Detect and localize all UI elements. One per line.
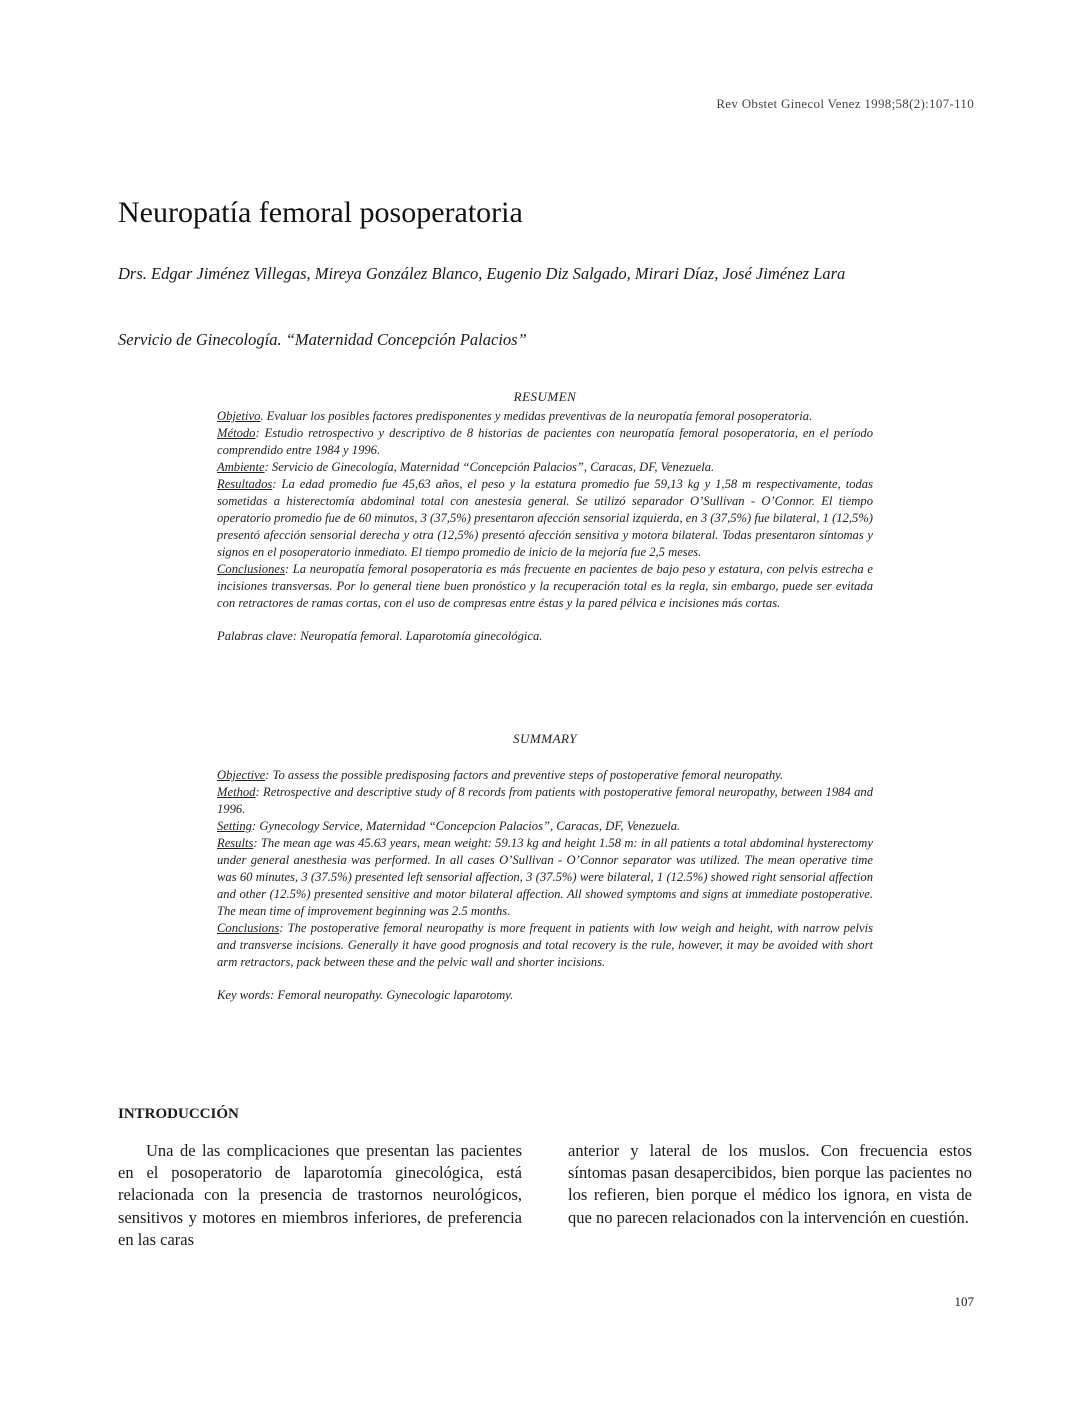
item-label: Objective <box>217 768 266 782</box>
item-separator: : <box>264 460 269 474</box>
resumen-block <box>217 388 873 645</box>
summary-method <box>217 784 873 818</box>
item-text: Evaluar los posibles factores predisponentes y medidas preventivas de la neuropatía femoral posoperatoria. <box>263 409 813 423</box>
item-label: Objetivo <box>217 409 261 423</box>
item-label: Method <box>217 785 256 799</box>
item-label: Conclusions <box>217 921 280 935</box>
resumen-ambiente <box>217 459 873 476</box>
article-title: Neuropatía femoral posoperatoria <box>118 196 523 229</box>
author-list: Drs. Edgar Jiménez Villegas, Mireya González Blanco, Eugenio Diz Salgado, Mirari Díaz, José Jiménez Lara <box>118 264 846 283</box>
item-separator: : <box>255 785 260 799</box>
resumen-conclusiones <box>217 561 873 612</box>
summary-objective <box>217 767 873 784</box>
item-text: To assess the possible predisposing factors and preventive steps of postoperative femoral neuropathy. <box>269 768 784 782</box>
item-text: The postoperative femoral neuropathy is more frequent in patients with low weigh and height, with narrow pelvis and transverse incisions. Generally it have good prognosis and total recovery is the rule, however, it may be avoided with short arm retractors, pack between these and the pelvic wall and shorter incisions. <box>217 921 873 969</box>
summary-conclusions <box>217 920 873 971</box>
item-label: Conclusiones <box>217 562 285 576</box>
summary-setting <box>217 818 873 835</box>
summary-results <box>217 835 873 920</box>
resumen-metodo <box>217 425 873 459</box>
body-column-right: anterior y lateral de los muslos. Con frecuencia estos síntomas pasan desapercibidos, bien porque las pacientes no los refieren, bien porque el médico los ignora, en vista de que no parecen relacionados con la intervención en cuestión. <box>568 1141 972 1227</box>
item-separator: : <box>284 562 290 576</box>
affiliation: Servicio de Ginecología. “Maternidad Concepción Palacios” <box>118 330 527 349</box>
journal-reference: Rev Obstet Ginecol Venez 1998;58(2):107-110 <box>716 96 974 111</box>
item-separator: . <box>260 409 264 423</box>
body-column-left: Una de las complicaciones que presentan las pacientes en el posoperatorio de laparotomía ginecológica, está relacionada con la presencia de trastornos neurológicos, sensitivos y motores en miembros inferiores, de preferencia en las caras <box>118 1141 522 1249</box>
resumen-resultados <box>217 476 873 561</box>
page-number: 107 <box>954 1294 974 1309</box>
item-text: La edad promedio fue 45,63 años, el peso y la estatura promedio fue 59,13 kg y 1,58 m respectivamente, todas sometidas a histerectomía abdominal total con anestesia general. Se utilizó separador O’Sullivan - O’Connor. El tiempo operatorio promedio fue de 60 minutos, 3 (37,5%) presentaron afección sensorial izquierda, en 3 (37,5%) fue bilateral, 1 (12,5%) presentó afección sensorial derecha y otra (12,5%) presentó afección sensitiva y motora bilateral. Todas presentaron síntomas y signos en el posoperatorio inmediato. El tiempo promedio de inicio de la mejoría fue 2,5 meses. <box>217 477 873 559</box>
summary-heading: SUMMARY <box>513 731 577 746</box>
item-text: Retrospective and descriptive study of 8 records from patients with postoperative femoral neuropathy, between 1984 and 1996. <box>217 785 873 816</box>
item-text: Gynecology Service, Maternidad “Concepcion Palacios”, Caracas, DF, Venezuela. <box>256 819 681 833</box>
item-separator: : <box>265 768 270 782</box>
key-words: Key words: Femoral neuropathy. Gynecologic laparotomy. <box>217 988 514 1002</box>
item-text: Estudio retrospectivo y descriptivo de 8 historias de pacientes con neuropatía femoral posoperatoria, en el período comprendido entre 1984 y 1996. <box>217 426 873 457</box>
item-separator: : <box>251 819 257 833</box>
summary-block <box>217 730 873 1004</box>
item-separator: : <box>253 836 258 850</box>
resumen-objetivo <box>217 408 873 425</box>
section-heading-introduccion: INTRODUCCIÓN <box>118 1106 239 1122</box>
item-text: The mean age was 45.63 years, mean weight: 59.13 kg and height 1.58 m: in all patients a total abdominal hysterectomy under general anesthesia was performed. In all cases O’Sullivan - O’Connor separator was utilized. The mean operative time was 60 minutes, 3 (37.5%) presented left sensorial affection, 3 (37.5%) were bilateral, 1 (12.5%) showed right sensorial affection and other (12.5%) presented sensitive and motor bilateral affection. All showed symptoms and signs at immediate postoperative. The mean time of improvement beginning was 2.5 months. <box>217 836 873 918</box>
item-label: Setting <box>217 819 252 833</box>
item-separator: : <box>255 426 260 440</box>
item-text: La neuropatía femoral posoperatoria es más frecuente en pacientes de bajo peso y estatura, con pelvis estrecha e incisiones transversas. Por lo general tiene buen pronóstico y la recuperación total es la regla, sin embargo, puede ser evitada con retractores de ramas cortas, con el uso de compresas entre éstas y la pared pélvica e incisiones más cortas. <box>217 562 873 610</box>
item-separator: : <box>279 921 284 935</box>
item-separator: : <box>272 477 277 491</box>
item-label: Ambiente <box>217 460 265 474</box>
item-text: Servicio de Ginecología, Maternidad “Concepción Palacios”, Caracas, DF, Venezuela. <box>268 460 715 474</box>
item-label: Results <box>217 836 254 850</box>
palabras-clave: Palabras clave: Neuropatía femoral. Laparotomía ginecológica. <box>217 629 543 643</box>
item-label: Método <box>217 426 256 440</box>
item-label: Resultados <box>217 477 273 491</box>
resumen-heading: RESUMEN <box>513 389 577 404</box>
